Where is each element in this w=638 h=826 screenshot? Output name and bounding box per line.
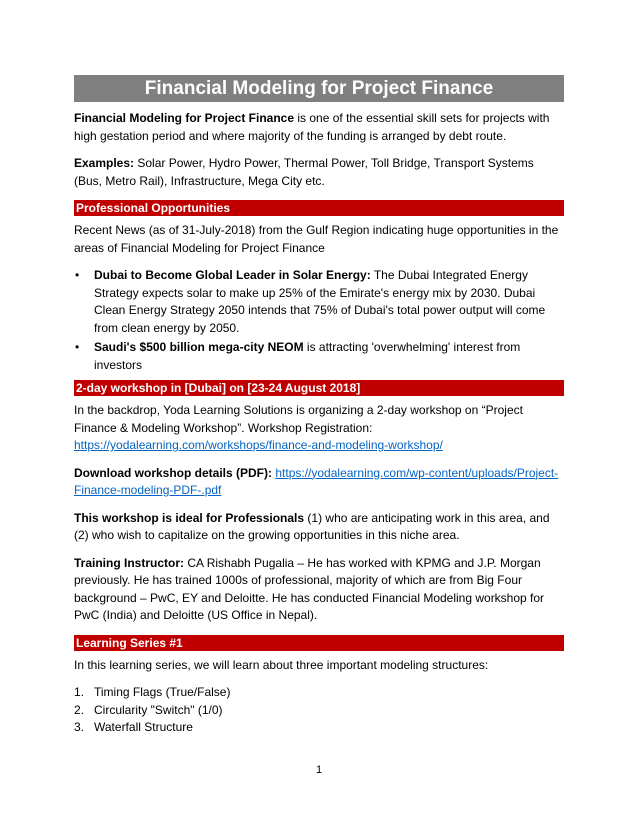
list-number: 2. bbox=[74, 702, 85, 717]
list-item bbox=[74, 684, 564, 702]
examples-text: Solar Power, Hydro Power, Thermal Power, Toll Bridge, Transport Systems (Bus, Metro Rail), Infrastructure, Mega City etc. bbox=[74, 156, 534, 188]
bullet-icon: • bbox=[75, 340, 80, 354]
opportunities-lead: Recent News (as of 31-July-2018) from the Gulf Region indicating huge opportunities in the areas of Financial Modeling for Project Finance bbox=[74, 223, 559, 255]
list-item-text: Timing Flags (True/False) bbox=[94, 685, 231, 699]
download-paragraph bbox=[74, 465, 564, 500]
list-item-text: Waterfall Structure bbox=[94, 720, 193, 734]
instructor-paragraph bbox=[74, 555, 564, 625]
page-content bbox=[74, 75, 564, 737]
bullet-bold: Dubai to Become Global Leader in Solar Energy: bbox=[94, 268, 371, 282]
opportunities-list bbox=[74, 267, 564, 374]
download-pdf-link[interactable]: https://yodalearning.com/wp-content/uploads/Project-Finance-modeling-PDF-.pdf bbox=[74, 465, 559, 497]
list-item bbox=[74, 339, 564, 374]
list-item bbox=[74, 702, 564, 720]
instructor-text: CA Rishabh Pugalia – He has worked with KPMG and J.P. Morgan previously. He has trained 1000s of professional, majority of which are from Big Four background – PwC, EY and Deloitte. He has conducted Financial Modeling workshop for PwC (India) and Deloitte (US Office in Nepal). bbox=[74, 555, 545, 622]
section-heading-opportunities: Professional Opportunities bbox=[74, 200, 564, 216]
section-heading-workshop: 2-day workshop in [Dubai] on [23-24 August 2018] bbox=[74, 380, 564, 396]
list-number: 3. bbox=[74, 720, 85, 734]
bullet-bold: Saudi's $500 billion mega-city NEOM bbox=[94, 340, 304, 354]
backdrop-text: In the backdrop, Yoda Learning Solutions is organizing a 2-day workshop on “Project Finance & Modeling Workshop”. Workshop Registration: bbox=[74, 403, 523, 435]
examples-paragraph bbox=[74, 155, 564, 190]
list-number: 1. bbox=[74, 685, 85, 699]
intro-bold: Financial Modeling for Project Finance bbox=[74, 111, 295, 125]
list-item-text: Circularity "Switch" (1/0) bbox=[94, 702, 223, 717]
ideal-for-label: This workshop is ideal for Professionals bbox=[74, 510, 305, 525]
download-label: Download workshop details (PDF): bbox=[74, 465, 273, 480]
intro-paragraph bbox=[74, 110, 564, 145]
document-title: Financial Modeling for Project Finance bbox=[74, 75, 564, 102]
instructor-label: Training Instructor: bbox=[74, 555, 185, 570]
intro-text: is one of the essential skill sets for projects with high gestation period and where majority of the funding is arranged by debt route. bbox=[74, 111, 550, 143]
workshop-backdrop-paragraph bbox=[74, 402, 564, 455]
list-item bbox=[74, 719, 564, 737]
registration-link[interactable]: https://yodalearning.com/workshops/finance-and-modeling-workshop/ bbox=[74, 438, 443, 452]
bullet-icon: • bbox=[75, 268, 80, 282]
learning-lead: In this learning series, we will learn about three important modeling structures: bbox=[74, 657, 489, 672]
ideal-for-paragraph bbox=[74, 510, 564, 545]
list-item bbox=[74, 267, 564, 337]
ideal-for-text: (1) who are anticipating work in this area, and (2) who wish to capitalize on the growing opportunities in this niche area. bbox=[74, 510, 550, 542]
modeling-structures-list bbox=[74, 684, 564, 737]
page-number: 1 bbox=[315, 764, 323, 776]
bullet-text: is attracting 'overwhelming' interest from investors bbox=[94, 340, 521, 372]
bullet-text: The Dubai Integrated Energy Strategy expects solar to make up 25% of the Emirate's energy mix by 2030. Dubai Clean Energy Strategy 2050 intends that 75% of Dubai's total power output will come from clean energy by 2050. bbox=[94, 268, 546, 335]
section-heading-learning-series: Learning Series #1 bbox=[74, 635, 564, 651]
examples-label: Examples: bbox=[74, 156, 135, 170]
